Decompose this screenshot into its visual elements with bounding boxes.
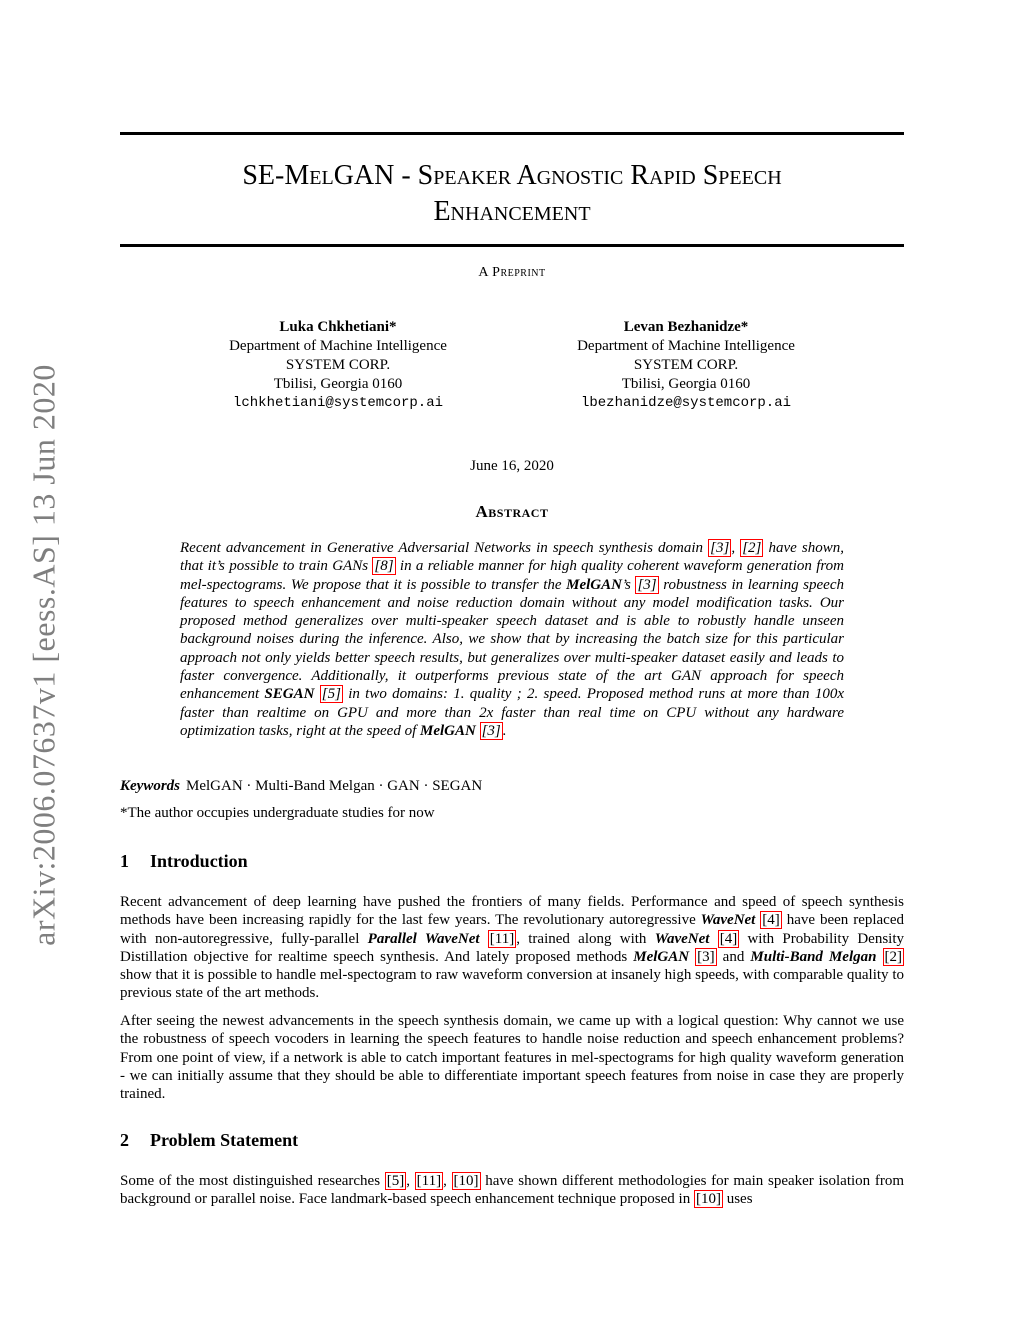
abstract-text-segment: robustness in learning speech features to speech enhancement and noise reduction domain without any model modification tasks. Our proposed method generalizes over multi-speaker speech dataset and is able to robustly handle unseen background noises during the inference. Also, we show that by increasing the batch size for this particular approach not only yields better speech results, but generalizes over multi-speaker dataset easily and leads to faster convergence. Additionally, it outperforms previous state of the art GAN approach for speech enhancement [180,576,844,703]
title-rule-top [120,132,904,135]
section-heading-problem-statement [120,1130,904,1151]
citation-link[interactable]: [8] [374,558,394,575]
citation-link[interactable]: [3] [697,948,715,965]
abstract-text-segment: . [502,722,507,739]
author-department: Department of Machine Intelligence [229,338,447,354]
abstract-text-segment: in two domains: 1. quality ; 2. speed. Proposed method runs at more than 100x faster than realtime on GPU and more than 2x faster than real time on CPU without any hardware optimization tasks, right at the speed of [180,686,845,739]
abstract-text-segment: Recent advancement in Generative Adversarial Networks in speech synthesis domain [180,540,709,556]
abstract-text-segment: in a reliable manner for high quality coherent waveform generation from mel-spectograms. We propose that it is possible to transfer the [180,558,844,593]
author-location: Tbilisi, Georgia 0160 [621,376,751,392]
model-name-emphasis: MelGAN [633,948,690,965]
paragraph-text: and [716,948,751,965]
author-email[interactable]: lbezhanidze@systemcorp.ai [580,395,792,411]
citation-link[interactable]: [4] [719,930,738,947]
title-line-2: Enhancement [433,196,591,227]
citation-link[interactable]: [10] [695,1191,721,1208]
author-block-2 [536,318,836,413]
author-email[interactable]: lchkhetiani@systemcorp.ai [232,395,444,411]
author-org: SYSTEM CORP. [633,357,739,373]
paragraph-text: have been replaced with non-autoregressive, fully-parallel [120,912,905,947]
citation-link[interactable]: [5] [386,1173,405,1189]
paragraph-text: , [406,1173,415,1189]
author-department: Department of Machine Intelligence [577,338,795,354]
paragraph-text: Some of the most distinguished researches [120,1173,385,1189]
abstract-text-segment: have shown, that it’s possible to train GANs [180,540,844,575]
author-name: Luka Chkhetiani* [279,319,397,335]
citation-link[interactable]: [10] [453,1173,479,1189]
model-name-emphasis: Multi-Band Melgan [750,948,877,965]
citation-link[interactable]: [4] [762,912,780,929]
citation-link[interactable]: [3] [710,540,730,556]
citation-link[interactable]: [3] [637,576,657,593]
keywords-label: Keywords [120,778,180,794]
citation-link[interactable]: [11] [489,930,515,947]
section-title: Introduction [150,851,248,871]
citation-link[interactable]: [2] [884,948,903,965]
publication-date: June 16, 2020 [470,458,554,474]
keywords-text: MelGAN · Multi-Band Melgan · GAN · SEGAN [186,778,483,794]
problem-paragraph-1 [120,1172,904,1209]
author-footnote: *The author occupies undergraduate studies for now [120,805,435,821]
abstract-text [180,539,844,740]
model-name-emphasis: MelGAN [566,576,622,593]
keywords-line [120,778,904,795]
title-rule-bottom [120,244,904,247]
title-line-1: SE-MelGAN - Speaker Agnostic Rapid Speech [242,160,782,191]
abstract-heading: Abstract [475,502,549,521]
arxiv-stamp: arXiv:2006.07637v1 [eess.AS] 13 Jun 2020 [25,364,62,946]
paragraph-text [876,949,882,965]
paragraph-text: , [443,1173,452,1189]
author-org: SYSTEM CORP. [285,357,391,373]
model-name-emphasis: WaveNet [654,930,710,947]
author-name: Levan Bezhanidze* [623,319,749,335]
preprint-label: A Preprint [478,265,546,280]
model-name-emphasis: MelGAN [420,722,476,739]
paragraph-text [480,931,488,947]
citation-link[interactable]: [3] [481,722,501,739]
paragraph-text: Recent advancement of deep learning have pushed the frontiers of many fields. Performance and speed of speech synthesis methods have been increasing rapidly for the last few years. The revolutionary autoregressive [120,894,904,929]
model-name-emphasis: Parallel WaveNet [367,930,480,947]
abstract-text-segment: , [731,540,741,556]
model-name-emphasis: SEGAN [264,686,315,703]
model-name-emphasis: WaveNet [700,912,756,929]
author-location: Tbilisi, Georgia 0160 [273,376,403,392]
paragraph-text: with Probability Density Distillation objective for realtime speech synthesis. And lately proposed methods [120,930,905,965]
paragraph-text: , trained along with [516,930,655,947]
citation-link[interactable]: [5] [321,686,341,703]
paper-title [120,158,904,230]
citation-link[interactable]: [11] [416,1173,442,1189]
section-heading-introduction [120,851,904,872]
paragraph-text: uses [722,1191,753,1208]
section-title: Problem Statement [150,1130,299,1150]
intro-paragraph-2: After seeing the newest advancements in the speech synthesis domain, we came up with a logical question: Why cannot we use the robustness of speech vocoders in learning the speech features to handle noise reduction and speech enhancement problems? From one point of view, if a network is able to catch important features in mel-spectograms for high quality waveform generation - we can initially assume that they should be able to differentiate important speech features from noise in case they are properly trained. [120,1013,904,1103]
paragraph-text: have shown different methodologies for main speaker isolation from background or parallel noise. Face landmark-based speech enhancement technique proposed in [120,1173,904,1208]
intro-paragraph-1 [120,893,904,1003]
abstract-text-segment: ’s [621,576,636,593]
section-number: 1 [120,851,129,871]
section-number: 2 [120,1130,129,1150]
citation-link[interactable]: [2] [742,540,762,556]
author-block-1 [188,318,488,413]
abstract-text-segment [314,686,319,702]
paragraph-text [709,931,717,947]
paragraph-text: show that it is possible to handle mel-spectogram to raw waveform conversion at insanely high speeds, with comparable quality to previous state of the art methods. [120,967,904,1002]
